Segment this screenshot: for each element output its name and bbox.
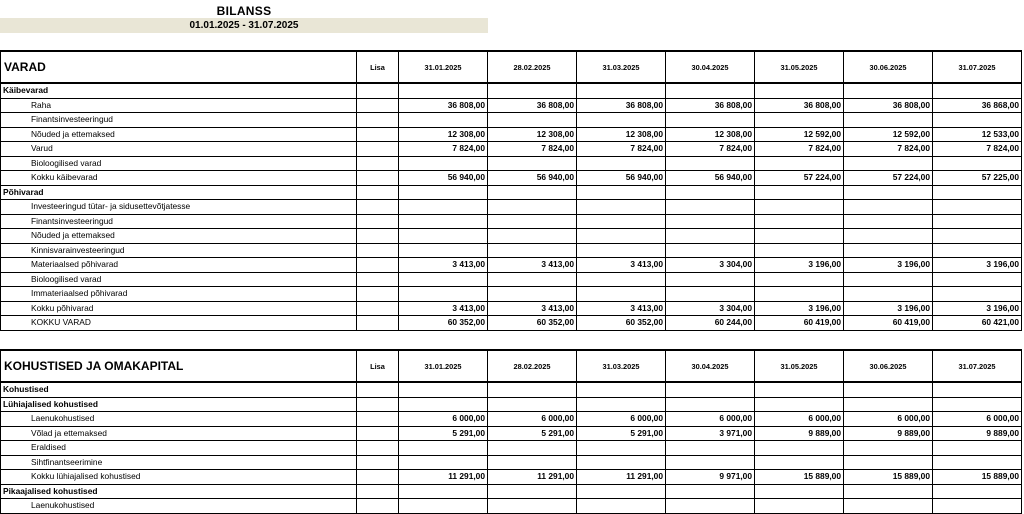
value-cell xyxy=(933,499,1022,514)
date-column-header: 31.07.2025 xyxy=(933,51,1022,83)
value-cell: 3 971,00 xyxy=(666,426,755,441)
value-cell xyxy=(844,272,933,287)
table-row xyxy=(1,171,1022,186)
value-cell xyxy=(399,83,488,98)
value-cell: 12 308,00 xyxy=(399,127,488,142)
value-cell: 6 000,00 xyxy=(488,412,577,427)
value-cell xyxy=(844,243,933,258)
value-cell: 5 291,00 xyxy=(577,426,666,441)
value-cell: 7 824,00 xyxy=(844,142,933,157)
value-cell: 7 824,00 xyxy=(933,142,1022,157)
value-cell: 3 304,00 xyxy=(666,301,755,316)
value-cell xyxy=(577,484,666,499)
value-cell: 9 889,00 xyxy=(844,426,933,441)
value-cell: 6 000,00 xyxy=(666,412,755,427)
value-cell: 56 940,00 xyxy=(399,171,488,186)
date-column-header: 28.02.2025 xyxy=(488,51,577,83)
value-cell: 56 940,00 xyxy=(666,171,755,186)
note-cell xyxy=(357,258,399,273)
note-cell xyxy=(357,229,399,244)
value-cell: 7 824,00 xyxy=(488,142,577,157)
value-cell: 3 413,00 xyxy=(399,258,488,273)
note-cell xyxy=(357,499,399,514)
row-label: Laenukohustised xyxy=(1,412,357,427)
value-cell xyxy=(488,499,577,514)
value-cell xyxy=(577,455,666,470)
value-cell xyxy=(488,83,577,98)
note-cell xyxy=(357,156,399,171)
value-cell xyxy=(577,185,666,200)
value-cell xyxy=(755,287,844,302)
row-label: Varud xyxy=(1,142,357,157)
note-cell xyxy=(357,301,399,316)
value-cell xyxy=(399,397,488,412)
note-cell xyxy=(357,127,399,142)
value-cell: 12 592,00 xyxy=(844,127,933,142)
value-cell xyxy=(666,382,755,397)
value-cell xyxy=(755,499,844,514)
row-label: Kokku põhivarad xyxy=(1,301,357,316)
row-label: Bioloogilised varad xyxy=(1,272,357,287)
value-cell: 56 940,00 xyxy=(488,171,577,186)
value-cell xyxy=(577,156,666,171)
value-cell xyxy=(933,272,1022,287)
value-cell xyxy=(844,455,933,470)
row-label: Kokku lühiajalised kohustised xyxy=(1,470,357,485)
value-cell xyxy=(933,214,1022,229)
value-cell: 3 196,00 xyxy=(755,258,844,273)
value-cell xyxy=(844,287,933,302)
note-cell xyxy=(357,287,399,302)
value-cell xyxy=(399,200,488,215)
value-cell xyxy=(488,441,577,456)
table-row xyxy=(1,499,1022,514)
value-cell: 3 413,00 xyxy=(577,301,666,316)
value-cell xyxy=(755,214,844,229)
value-cell: 3 304,00 xyxy=(666,258,755,273)
note-cell xyxy=(357,98,399,113)
note-cell xyxy=(357,243,399,258)
category-row xyxy=(1,185,1022,200)
row-label: Finantsinvesteeringud xyxy=(1,113,357,128)
table-row xyxy=(1,287,1022,302)
value-cell xyxy=(755,229,844,244)
value-cell: 9 971,00 xyxy=(666,470,755,485)
value-cell xyxy=(933,441,1022,456)
value-cell xyxy=(933,382,1022,397)
table-row xyxy=(1,258,1022,273)
table-row xyxy=(1,98,1022,113)
value-cell: 7 824,00 xyxy=(755,142,844,157)
value-cell: 15 889,00 xyxy=(844,470,933,485)
category-row xyxy=(1,382,1022,397)
value-cell: 57 224,00 xyxy=(844,171,933,186)
row-label: Bioloogilised varad xyxy=(1,156,357,171)
value-cell xyxy=(666,441,755,456)
value-cell xyxy=(755,83,844,98)
value-cell: 3 196,00 xyxy=(933,301,1022,316)
value-cell: 36 808,00 xyxy=(399,98,488,113)
value-cell xyxy=(488,229,577,244)
value-cell xyxy=(755,382,844,397)
value-cell xyxy=(488,287,577,302)
value-cell xyxy=(933,484,1022,499)
liabilities-equity-table xyxy=(0,349,1022,514)
value-cell xyxy=(933,455,1022,470)
row-label: Käibevarad xyxy=(1,83,357,98)
row-label: Pikaajalised kohustised xyxy=(1,484,357,499)
value-cell xyxy=(399,214,488,229)
category-row xyxy=(1,484,1022,499)
value-cell xyxy=(399,484,488,499)
row-label: Investeeringud tütar- ja sidusettevõtjatesse xyxy=(1,200,357,215)
value-cell: 57 225,00 xyxy=(933,171,1022,186)
value-cell xyxy=(488,382,577,397)
value-cell xyxy=(577,214,666,229)
row-label: Sihtfinantseerimine xyxy=(1,455,357,470)
date-column-header: 31.01.2025 xyxy=(399,350,488,382)
value-cell xyxy=(577,83,666,98)
row-label: KOKKU VARAD xyxy=(1,316,357,331)
value-cell: 15 889,00 xyxy=(933,470,1022,485)
value-cell: 12 533,00 xyxy=(933,127,1022,142)
header-row xyxy=(1,350,1022,382)
section-title: KOHUSTISED JA OMAKAPITAL xyxy=(1,350,357,382)
date-column-header: 31.05.2025 xyxy=(755,350,844,382)
value-cell xyxy=(577,229,666,244)
value-cell: 11 291,00 xyxy=(577,470,666,485)
value-cell xyxy=(844,382,933,397)
note-cell xyxy=(357,185,399,200)
value-cell xyxy=(933,185,1022,200)
value-cell: 12 308,00 xyxy=(488,127,577,142)
value-cell xyxy=(399,272,488,287)
value-cell xyxy=(577,287,666,302)
value-cell xyxy=(755,156,844,171)
value-cell: 60 352,00 xyxy=(488,316,577,331)
value-cell xyxy=(844,83,933,98)
value-cell xyxy=(755,455,844,470)
value-cell: 3 196,00 xyxy=(844,301,933,316)
value-cell xyxy=(577,382,666,397)
value-cell: 60 419,00 xyxy=(844,316,933,331)
value-cell xyxy=(577,499,666,514)
value-cell: 6 000,00 xyxy=(933,412,1022,427)
table-row xyxy=(1,243,1022,258)
value-cell xyxy=(488,214,577,229)
date-column-header: 28.02.2025 xyxy=(488,350,577,382)
value-cell xyxy=(933,200,1022,215)
value-cell xyxy=(933,287,1022,302)
value-cell: 56 940,00 xyxy=(577,171,666,186)
value-cell xyxy=(844,441,933,456)
value-cell xyxy=(755,272,844,287)
value-cell xyxy=(933,156,1022,171)
value-cell xyxy=(844,484,933,499)
row-label: Kinnisvarainvesteeringud xyxy=(1,243,357,258)
value-cell xyxy=(933,243,1022,258)
value-cell: 36 808,00 xyxy=(844,98,933,113)
value-cell: 60 244,00 xyxy=(666,316,755,331)
note-cell xyxy=(357,113,399,128)
value-cell: 6 000,00 xyxy=(577,412,666,427)
value-cell xyxy=(933,229,1022,244)
value-cell: 5 291,00 xyxy=(488,426,577,441)
note-column-header: Lisa xyxy=(357,51,399,83)
value-cell xyxy=(399,229,488,244)
date-column-header: 31.03.2025 xyxy=(577,51,666,83)
value-cell: 12 308,00 xyxy=(577,127,666,142)
value-cell xyxy=(755,243,844,258)
header-row xyxy=(1,51,1022,83)
value-cell: 3 413,00 xyxy=(488,301,577,316)
value-cell: 9 889,00 xyxy=(933,426,1022,441)
note-cell xyxy=(357,455,399,470)
value-cell xyxy=(666,83,755,98)
value-cell xyxy=(755,200,844,215)
note-cell xyxy=(357,484,399,499)
row-label: Eraldised xyxy=(1,441,357,456)
note-cell xyxy=(357,316,399,331)
value-cell xyxy=(933,83,1022,98)
table-row xyxy=(1,142,1022,157)
value-cell xyxy=(666,229,755,244)
value-cell xyxy=(844,229,933,244)
row-label: Kohustised xyxy=(1,382,357,397)
value-cell: 60 421,00 xyxy=(933,316,1022,331)
value-cell: 7 824,00 xyxy=(666,142,755,157)
value-cell xyxy=(488,156,577,171)
value-cell xyxy=(399,243,488,258)
note-cell xyxy=(357,200,399,215)
date-column-header: 31.05.2025 xyxy=(755,51,844,83)
value-cell xyxy=(488,113,577,128)
value-cell: 3 413,00 xyxy=(399,301,488,316)
table-row xyxy=(1,316,1022,331)
value-cell xyxy=(399,156,488,171)
value-cell: 3 413,00 xyxy=(488,258,577,273)
section-title: VARAD xyxy=(1,51,357,83)
value-cell: 11 291,00 xyxy=(399,470,488,485)
value-cell xyxy=(666,272,755,287)
value-cell xyxy=(755,113,844,128)
value-cell xyxy=(488,200,577,215)
value-cell xyxy=(399,455,488,470)
value-cell xyxy=(666,243,755,258)
note-cell xyxy=(357,441,399,456)
value-cell: 60 352,00 xyxy=(577,316,666,331)
value-cell: 12 592,00 xyxy=(755,127,844,142)
report-title: BILANSS xyxy=(216,4,272,18)
value-cell xyxy=(666,156,755,171)
value-cell: 9 889,00 xyxy=(755,426,844,441)
value-cell: 15 889,00 xyxy=(755,470,844,485)
table-row xyxy=(1,426,1022,441)
value-cell xyxy=(488,484,577,499)
table-row xyxy=(1,113,1022,128)
category-row xyxy=(1,397,1022,412)
table-row xyxy=(1,127,1022,142)
value-cell: 11 291,00 xyxy=(488,470,577,485)
value-cell: 6 000,00 xyxy=(755,412,844,427)
table-row xyxy=(1,470,1022,485)
value-cell xyxy=(844,113,933,128)
value-cell xyxy=(666,455,755,470)
value-cell: 3 413,00 xyxy=(577,258,666,273)
value-cell xyxy=(666,200,755,215)
value-cell xyxy=(755,484,844,499)
value-cell xyxy=(488,243,577,258)
value-cell: 36 868,00 xyxy=(933,98,1022,113)
value-cell xyxy=(399,499,488,514)
date-column-header: 30.06.2025 xyxy=(844,350,933,382)
date-column-header: 31.01.2025 xyxy=(399,51,488,83)
value-cell: 3 196,00 xyxy=(933,258,1022,273)
value-cell xyxy=(399,287,488,302)
value-cell: 6 000,00 xyxy=(844,412,933,427)
value-cell xyxy=(577,441,666,456)
date-column-header: 30.04.2025 xyxy=(666,51,755,83)
value-cell xyxy=(844,156,933,171)
note-column-header: Lisa xyxy=(357,350,399,382)
category-row xyxy=(1,83,1022,98)
row-label: Lühiajalised kohustised xyxy=(1,397,357,412)
table-row xyxy=(1,455,1022,470)
value-cell xyxy=(666,287,755,302)
row-label: Nõuded ja ettemaksed xyxy=(1,229,357,244)
value-cell: 6 000,00 xyxy=(399,412,488,427)
value-cell xyxy=(666,113,755,128)
note-cell xyxy=(357,171,399,186)
value-cell: 60 419,00 xyxy=(755,316,844,331)
row-label: Finantsinvesteeringud xyxy=(1,214,357,229)
value-cell xyxy=(399,441,488,456)
value-cell xyxy=(488,185,577,200)
table-row xyxy=(1,229,1022,244)
note-cell xyxy=(357,272,399,287)
value-cell xyxy=(844,185,933,200)
row-label: Nõuded ja ettemaksed xyxy=(1,127,357,142)
value-cell xyxy=(399,113,488,128)
report-period: 01.01.2025 - 31.07.2025 xyxy=(0,18,488,33)
row-label: Laenukohustised xyxy=(1,499,357,514)
value-cell xyxy=(666,499,755,514)
assets-table xyxy=(0,50,1022,331)
value-cell xyxy=(577,243,666,258)
note-cell xyxy=(357,470,399,485)
value-cell: 57 224,00 xyxy=(755,171,844,186)
note-cell xyxy=(357,142,399,157)
note-cell xyxy=(357,214,399,229)
value-cell: 5 291,00 xyxy=(399,426,488,441)
value-cell xyxy=(488,455,577,470)
value-cell: 36 808,00 xyxy=(577,98,666,113)
value-cell xyxy=(933,113,1022,128)
value-cell: 12 308,00 xyxy=(666,127,755,142)
value-cell xyxy=(577,113,666,128)
value-cell xyxy=(844,499,933,514)
date-column-header: 30.04.2025 xyxy=(666,350,755,382)
value-cell xyxy=(844,397,933,412)
value-cell: 7 824,00 xyxy=(577,142,666,157)
value-cell xyxy=(666,484,755,499)
note-cell xyxy=(357,397,399,412)
value-cell xyxy=(666,214,755,229)
value-cell xyxy=(755,397,844,412)
value-cell xyxy=(399,185,488,200)
table-row xyxy=(1,156,1022,171)
value-cell xyxy=(577,272,666,287)
date-column-header: 31.03.2025 xyxy=(577,350,666,382)
value-cell xyxy=(577,200,666,215)
table-row xyxy=(1,412,1022,427)
value-cell xyxy=(488,397,577,412)
row-label: Kokku käibevarad xyxy=(1,171,357,186)
value-cell xyxy=(844,214,933,229)
value-cell: 60 352,00 xyxy=(399,316,488,331)
row-label: Võlad ja ettemaksed xyxy=(1,426,357,441)
row-label: Materiaalsed põhivarad xyxy=(1,258,357,273)
note-cell xyxy=(357,382,399,397)
value-cell: 36 808,00 xyxy=(488,98,577,113)
row-label: Põhivarad xyxy=(1,185,357,200)
value-cell: 36 808,00 xyxy=(666,98,755,113)
note-cell xyxy=(357,83,399,98)
table-row xyxy=(1,214,1022,229)
value-cell: 36 808,00 xyxy=(755,98,844,113)
date-column-header: 31.07.2025 xyxy=(933,350,1022,382)
value-cell xyxy=(755,185,844,200)
note-cell xyxy=(357,412,399,427)
value-cell: 3 196,00 xyxy=(844,258,933,273)
table-row xyxy=(1,441,1022,456)
date-column-header: 30.06.2025 xyxy=(844,51,933,83)
value-cell xyxy=(488,272,577,287)
value-cell xyxy=(666,185,755,200)
value-cell xyxy=(399,382,488,397)
note-cell xyxy=(357,426,399,441)
value-cell xyxy=(844,200,933,215)
value-cell: 3 196,00 xyxy=(755,301,844,316)
row-label: Raha xyxy=(1,98,357,113)
value-cell xyxy=(933,397,1022,412)
row-label: Immateriaalsed põhivarad xyxy=(1,287,357,302)
table-row xyxy=(1,301,1022,316)
value-cell xyxy=(666,397,755,412)
table-row xyxy=(1,272,1022,287)
value-cell xyxy=(755,441,844,456)
value-cell xyxy=(577,397,666,412)
value-cell: 7 824,00 xyxy=(399,142,488,157)
table-row xyxy=(1,200,1022,215)
